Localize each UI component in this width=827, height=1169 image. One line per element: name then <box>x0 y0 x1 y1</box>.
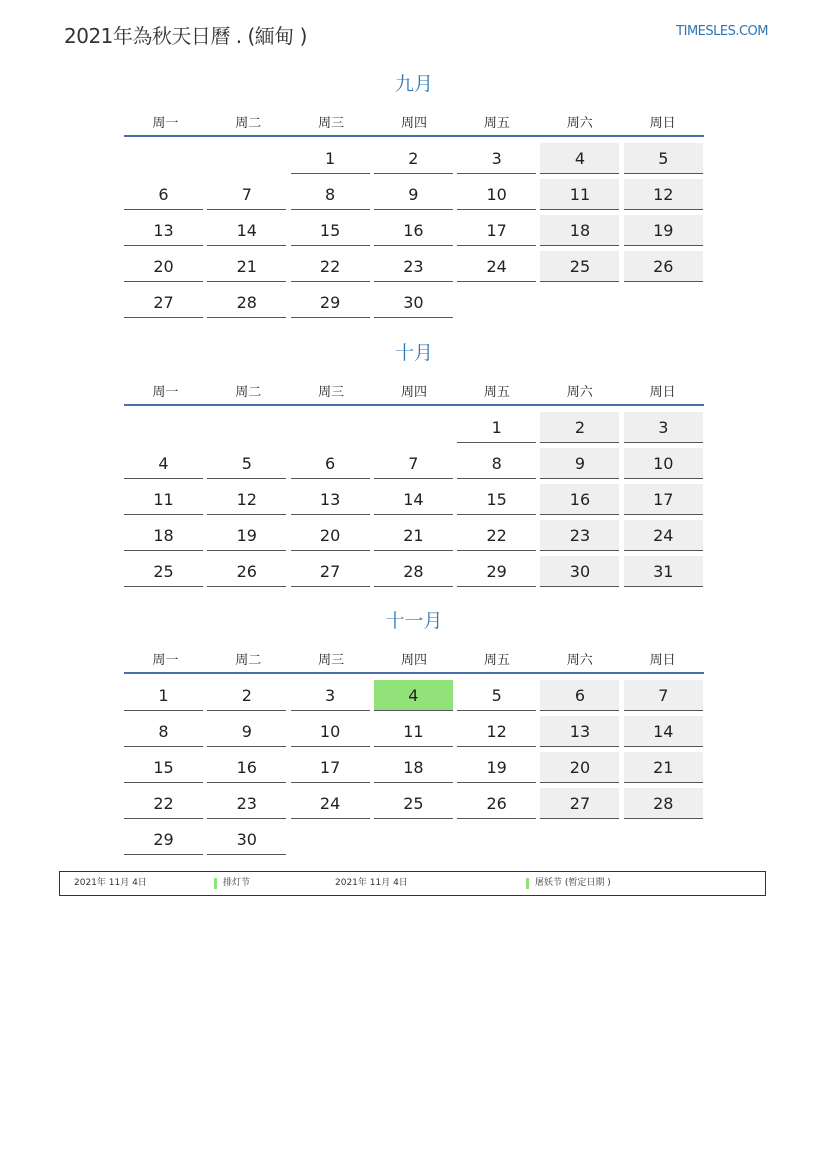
empty-cell <box>291 824 370 855</box>
day-cell: 2 <box>207 680 286 711</box>
day-cell: 11 <box>124 484 203 515</box>
weekday-label: 周六 <box>566 652 593 668</box>
weekday-label: 周三 <box>318 652 345 668</box>
day-cell: 11 <box>540 179 619 210</box>
empty-cell <box>207 412 286 443</box>
empty-cell <box>374 412 453 443</box>
day-cell: 24 <box>457 251 536 282</box>
day-cell: 16 <box>207 752 286 783</box>
day-cell: 25 <box>124 556 203 587</box>
weekday-header <box>124 107 704 137</box>
day-cell: 29 <box>291 287 370 318</box>
weekday-label: 周六 <box>566 115 593 131</box>
holiday-legend <box>59 871 766 896</box>
legend-date: 2021年 11月 4日 <box>335 878 408 888</box>
day-cell: 17 <box>291 752 370 783</box>
day-cell: 14 <box>374 484 453 515</box>
month-title: 九月 <box>394 73 433 95</box>
day-cell: 31 <box>624 556 703 587</box>
day-cell: 1 <box>124 680 203 711</box>
weekday-label: 周一 <box>152 384 179 400</box>
weekday-label: 周五 <box>483 115 510 131</box>
empty-cell <box>457 824 536 855</box>
weekday-label: 周一 <box>152 652 179 668</box>
day-cell: 5 <box>624 143 703 174</box>
day-cell: 17 <box>457 215 536 246</box>
day-cell: 30 <box>207 824 286 855</box>
holiday-color-swatch <box>526 878 529 889</box>
legend-holiday-name: 屠妖节 (暂定日期 ) <box>535 878 611 888</box>
legend-holiday-name: 排灯节 <box>223 878 251 888</box>
day-cell: 7 <box>207 179 286 210</box>
month-title: 十月 <box>394 342 433 364</box>
day-cell: 5 <box>207 448 286 479</box>
day-cell: 28 <box>624 788 703 819</box>
day-cell: 14 <box>207 215 286 246</box>
day-cell: 19 <box>457 752 536 783</box>
empty-cell <box>624 287 703 318</box>
day-grid <box>124 143 704 318</box>
weekday-label: 周二 <box>235 652 262 668</box>
day-cell: 13 <box>291 484 370 515</box>
day-cell: 14 <box>624 716 703 747</box>
day-grid <box>124 412 704 587</box>
empty-cell <box>540 824 619 855</box>
empty-cell <box>291 412 370 443</box>
day-cell: 3 <box>291 680 370 711</box>
day-cell: 23 <box>207 788 286 819</box>
day-cell: 29 <box>124 824 203 855</box>
month-october <box>124 340 704 587</box>
day-cell: 9 <box>374 179 453 210</box>
weekday-label: 周五 <box>483 652 510 668</box>
empty-cell <box>374 824 453 855</box>
day-cell: 15 <box>291 215 370 246</box>
day-cell: 22 <box>457 520 536 551</box>
day-cell: 16 <box>374 215 453 246</box>
holiday-day-cell: 4 <box>374 680 453 711</box>
day-cell: 19 <box>207 520 286 551</box>
day-cell: 22 <box>124 788 203 819</box>
day-cell: 30 <box>374 287 453 318</box>
day-cell: 30 <box>540 556 619 587</box>
weekday-label: 周三 <box>318 115 345 131</box>
weekday-label: 周六 <box>566 384 593 400</box>
day-cell: 5 <box>457 680 536 711</box>
day-cell: 9 <box>207 716 286 747</box>
day-cell: 23 <box>374 251 453 282</box>
day-cell: 7 <box>374 448 453 479</box>
day-cell: 18 <box>124 520 203 551</box>
day-cell: 9 <box>540 448 619 479</box>
month-title: 十一月 <box>385 610 443 632</box>
day-cell: 15 <box>124 752 203 783</box>
holiday-color-swatch <box>214 878 217 889</box>
day-cell: 8 <box>124 716 203 747</box>
day-cell: 10 <box>624 448 703 479</box>
day-cell: 15 <box>457 484 536 515</box>
day-cell: 20 <box>291 520 370 551</box>
day-cell: 21 <box>374 520 453 551</box>
empty-cell <box>624 824 703 855</box>
day-cell: 28 <box>374 556 453 587</box>
day-cell: 27 <box>291 556 370 587</box>
day-cell: 1 <box>457 412 536 443</box>
day-cell: 21 <box>207 251 286 282</box>
day-cell: 6 <box>540 680 619 711</box>
day-cell: 25 <box>374 788 453 819</box>
day-cell: 1 <box>291 143 370 174</box>
empty-cell <box>207 143 286 174</box>
weekday-label: 周日 <box>649 652 676 668</box>
weekday-label: 周三 <box>318 384 345 400</box>
month-september <box>124 71 704 318</box>
day-cell: 3 <box>624 412 703 443</box>
month-november <box>124 608 704 855</box>
day-cell: 18 <box>374 752 453 783</box>
day-cell: 24 <box>291 788 370 819</box>
day-cell: 16 <box>540 484 619 515</box>
weekday-label: 周日 <box>649 115 676 131</box>
day-cell: 13 <box>540 716 619 747</box>
weekday-header <box>124 644 704 674</box>
day-cell: 4 <box>540 143 619 174</box>
day-cell: 24 <box>624 520 703 551</box>
day-cell: 4 <box>124 448 203 479</box>
day-cell: 17 <box>624 484 703 515</box>
empty-cell <box>124 412 203 443</box>
day-cell: 20 <box>124 251 203 282</box>
empty-cell <box>124 143 203 174</box>
day-cell: 2 <box>374 143 453 174</box>
weekday-label: 周四 <box>401 384 428 400</box>
day-cell: 26 <box>624 251 703 282</box>
weekday-header <box>124 376 704 406</box>
day-grid <box>124 680 704 855</box>
day-cell: 13 <box>124 215 203 246</box>
day-cell: 19 <box>624 215 703 246</box>
page-title: 2021年為秋天日曆 . (緬甸 ) <box>64 24 307 48</box>
day-cell: 28 <box>207 287 286 318</box>
day-cell: 7 <box>624 680 703 711</box>
day-cell: 12 <box>207 484 286 515</box>
legend-date: 2021年 11月 4日 <box>74 878 147 888</box>
day-cell: 11 <box>374 716 453 747</box>
weekday-label: 周四 <box>401 115 428 131</box>
weekday-label: 周五 <box>483 384 510 400</box>
day-cell: 10 <box>457 179 536 210</box>
empty-cell <box>540 287 619 318</box>
day-cell: 21 <box>624 752 703 783</box>
weekday-label: 周日 <box>649 384 676 400</box>
day-cell: 8 <box>291 179 370 210</box>
day-cell: 6 <box>124 179 203 210</box>
day-cell: 18 <box>540 215 619 246</box>
day-cell: 23 <box>540 520 619 551</box>
empty-cell <box>457 287 536 318</box>
day-cell: 26 <box>457 788 536 819</box>
day-cell: 8 <box>457 448 536 479</box>
day-cell: 6 <box>291 448 370 479</box>
weekday-label: 周二 <box>235 384 262 400</box>
brand-link[interactable]: TIMESLES.COM <box>676 24 768 39</box>
day-cell: 12 <box>457 716 536 747</box>
weekday-label: 周一 <box>152 115 179 131</box>
day-cell: 22 <box>291 251 370 282</box>
weekday-label: 周二 <box>235 115 262 131</box>
day-cell: 27 <box>540 788 619 819</box>
day-cell: 20 <box>540 752 619 783</box>
day-cell: 3 <box>457 143 536 174</box>
day-cell: 2 <box>540 412 619 443</box>
weekday-label: 周四 <box>401 652 428 668</box>
day-cell: 10 <box>291 716 370 747</box>
day-cell: 25 <box>540 251 619 282</box>
day-cell: 27 <box>124 287 203 318</box>
day-cell: 12 <box>624 179 703 210</box>
day-cell: 26 <box>207 556 286 587</box>
day-cell: 29 <box>457 556 536 587</box>
